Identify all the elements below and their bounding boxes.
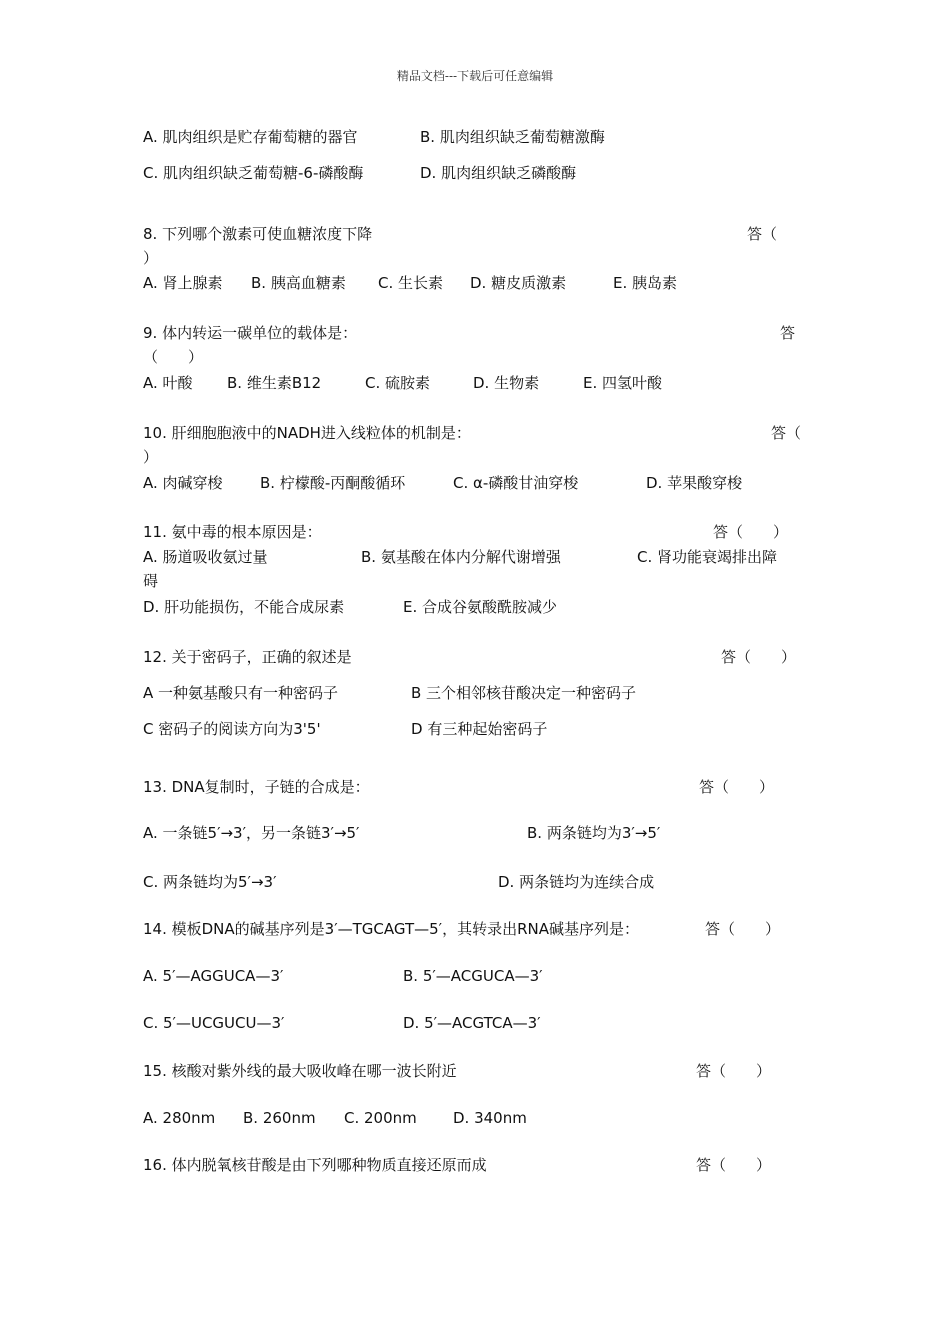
q11-option-c: C. 肾功能衰竭排出障 [637, 548, 778, 566]
q13-answer: 答（ ） [699, 778, 775, 796]
q14-option-c: C. 5′—UCGUCU—3′ [143, 1014, 285, 1032]
q7-option-d: D. 肌肉组织缺乏磷酸酶 [420, 164, 577, 182]
q8-option-b: B. 胰高血糖素 [251, 274, 346, 292]
q15-answer: 答（ ） [696, 1062, 772, 1080]
q11-option-c-wrap: 碍 [143, 572, 159, 590]
q14-option-d: D. 5′—ACGTCA—3′ [403, 1014, 541, 1032]
q10-option-a: A. 肉碱穿梭 [143, 474, 223, 492]
q10-answer-prefix: 答（ [771, 424, 802, 442]
q15-option-b: B. 260nm [243, 1109, 316, 1127]
q8-option-e: E. 胰岛素 [613, 274, 678, 292]
q11-answer: 答（ ） [713, 523, 789, 541]
q13-option-a: A. 一条链5′→3′，另一条链3′→5′ [143, 824, 360, 842]
q15-option-d: D. 340nm [453, 1109, 527, 1127]
q15-stem: 15. 核酸对紫外线的最大吸收峰在哪一波长附近 [143, 1062, 457, 1080]
q9-option-b: B. 维生素B12 [227, 374, 322, 392]
q8-option-c: C. 生长素 [378, 274, 444, 292]
q15-option-a: A. 280nm [143, 1109, 216, 1127]
q14-option-a: A. 5′—AGGUCA—3′ [143, 967, 284, 985]
q8-answer-prefix: 答（ [747, 225, 778, 243]
q7-option-b: B. 肌肉组织缺乏葡萄糖激酶 [420, 128, 605, 146]
q9-answer-prefix: 答 [780, 324, 796, 342]
q7-option-c: C. 肌肉组织缺乏葡萄糖-6-磷酸酶 [143, 164, 364, 182]
q8-answer-suffix: ） [143, 249, 159, 267]
q11-option-a: A. 肠道吸收氨过量 [143, 548, 268, 566]
q8-option-a: A. 肾上腺素 [143, 274, 223, 292]
q16-answer: 答（ ） [696, 1156, 772, 1174]
q10-stem: 10. 肝细胞胞液中的NADH进入线粒体的机制是： [143, 424, 471, 442]
q14-answer: 答（ ） [705, 920, 781, 938]
q15-option-c: C. 200nm [344, 1109, 417, 1127]
q8-option-d: D. 糖皮质激素 [470, 274, 567, 292]
q13-option-d: D. 两条链均为连续合成 [498, 873, 655, 891]
q12-option-b: B 三个相邻核苷酸决定一种密码子 [411, 684, 637, 702]
q11-option-d: D. 肝功能损伤，不能合成尿素 [143, 598, 345, 616]
q12-option-d: D 有三种起始密码子 [411, 720, 548, 738]
q9-answer-suffix: （ ） [143, 348, 204, 366]
q10-option-c: C. α-磷酸甘油穿梭 [453, 474, 579, 492]
q16-stem: 16. 体内脱氧核苷酸是由下列哪种物质直接还原而成 [143, 1156, 487, 1174]
q9-option-c: C. 硫胺素 [365, 374, 431, 392]
q10-answer-suffix: ） [143, 448, 159, 466]
q13-option-c: C. 两条链均为5′→3′ [143, 873, 277, 891]
q11-stem: 11. 氨中毒的根本原因是： [143, 523, 322, 541]
q12-option-a: A 一种氨基酸只有一种密码子 [143, 684, 339, 702]
q11-option-e: E. 合成谷氨酸酰胺减少 [403, 598, 558, 616]
q7-option-a: A. 肌肉组织是贮存葡萄糖的器官 [143, 128, 358, 146]
q13-option-b: B. 两条链均为3′→5′ [527, 824, 661, 842]
q12-answer: 答（ ） [721, 648, 797, 666]
q9-stem: 9. 体内转运一碳单位的载体是： [143, 324, 358, 342]
q14-option-b: B. 5′—ACGUCA—3′ [403, 967, 543, 985]
q12-stem: 12. 关于密码子，正确的叙述是 [143, 648, 352, 666]
q13-stem: 13. DNA复制时，子链的合成是： [143, 778, 370, 796]
q14-stem: 14. 模板DNA的碱基序列是3′—TGCAGT—5′，其转录出RNA碱基序列是： [143, 920, 639, 938]
q10-option-d: D. 苹果酸穿梭 [646, 474, 743, 492]
page-header: 精品文档---下载后可任意编辑 [396, 69, 554, 83]
q8-stem: 8. 下列哪个激素可使血糖浓度下降 [143, 225, 373, 243]
q11-option-b: B. 氨基酸在体内分解代谢增强 [361, 548, 561, 566]
q9-option-d: D. 生物素 [473, 374, 540, 392]
q10-option-b: B. 柠檬酸-丙酮酸循环 [260, 474, 406, 492]
q9-option-e: E. 四氢叶酸 [583, 374, 663, 392]
q9-option-a: A. 叶酸 [143, 374, 193, 392]
q12-option-c: C 密码子的阅读方向为3'5' [143, 720, 321, 738]
